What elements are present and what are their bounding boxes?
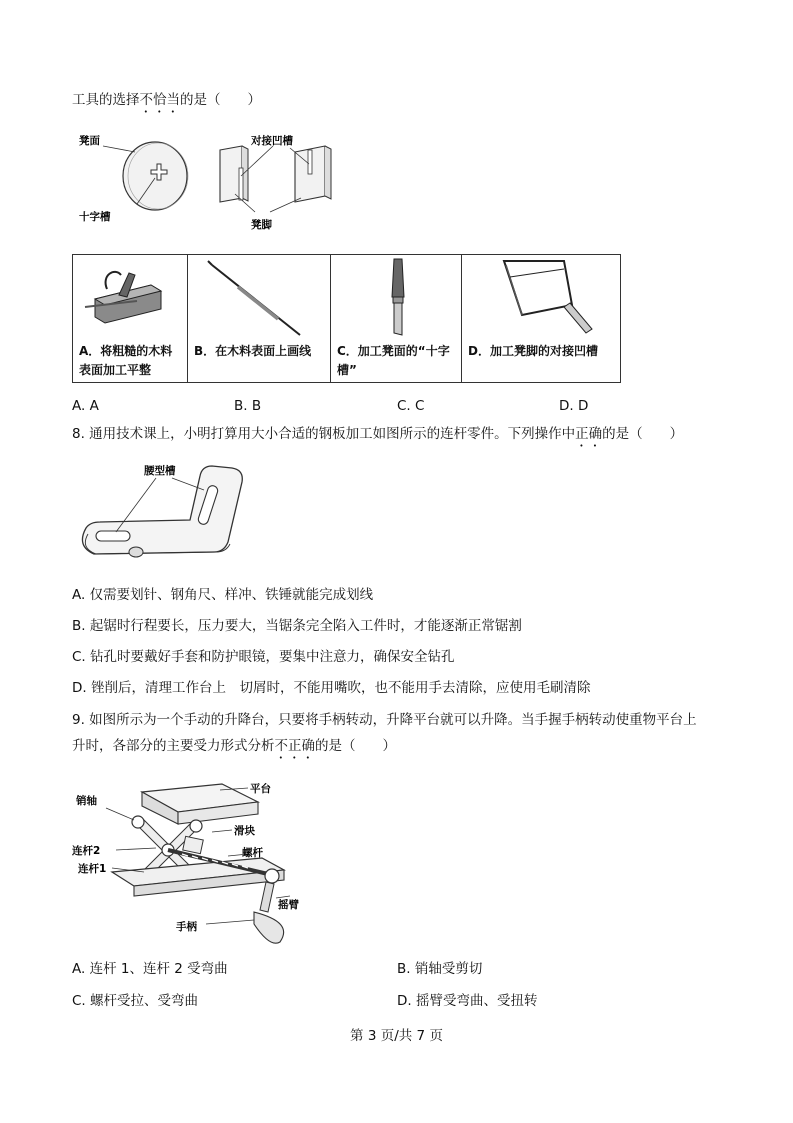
q7-options-table <box>72 254 621 383</box>
label-waist-slot: 腰型槽 <box>144 465 176 477</box>
waist-slot-left <box>96 531 130 541</box>
label-pin: 销轴 <box>76 795 97 807</box>
q7-option-c-label: C．加工凳面的“十字槽” <box>337 344 450 377</box>
q8-option-a[interactable]: A. 仅需要划针、钢角尺、样冲、铁锤就能完成划线 <box>72 587 374 603</box>
q7-answer-b[interactable]: B. B <box>234 398 262 414</box>
q7-stem-prefix: 工具的选择 <box>72 92 140 108</box>
stool-parts-figure <box>75 128 365 238</box>
q9-option-d[interactable]: D. 摇臂受弯曲、受扭转 <box>397 993 538 1009</box>
q7-option-a-image-cell <box>73 255 188 383</box>
q9-stem-emphasis: 不正确 <box>274 738 315 754</box>
label-cross-slot: 十字槽 <box>79 211 111 223</box>
label-stool-top: 凳面 <box>79 135 100 147</box>
chisel-icon <box>386 257 410 337</box>
q8-option-c[interactable]: C. 钻孔时要戴好手套和防护眼镜，要集中注意力，确保安全钻孔 <box>72 649 455 665</box>
q8-stem-suffix: 的是（ ） <box>602 426 684 442</box>
q8-stem <box>72 425 683 450</box>
q9-stem-suffix: 的是（ ） <box>315 738 396 754</box>
q9-option-a[interactable]: A. 连杆 1、连杆 2 受弯曲 <box>72 961 228 977</box>
scriber-icon <box>208 259 318 339</box>
label-screw: 螺杆 <box>242 847 263 859</box>
coping-saw-icon <box>490 257 600 337</box>
q7-option-a-label: A．将粗糙的木料表面加工平整 <box>79 344 173 377</box>
q7-stem-suffix: 的是（ ） <box>180 92 261 108</box>
q8-option-b[interactable]: B. 起锯时行程要长，压力要大，当锯条完全陷入工件时，才能逐渐正常锯割 <box>72 618 522 634</box>
label-rocker: 摇臂 <box>278 899 299 911</box>
q9-option-b[interactable]: B. 销轴受剪切 <box>397 961 483 977</box>
q7-option-b-image-cell <box>188 255 331 383</box>
q7-option-c-image-cell <box>331 255 462 383</box>
q9-stem-prefix: 升时，各部分的主要受力形式分析 <box>72 738 275 754</box>
q9-option-c[interactable]: C. 螺杆受拉、受弯曲 <box>72 993 199 1009</box>
q8-stem-prefix: 8. 通用技术课上，小明打算用大小合适的钢板加工如图所示的连杆零件。下列操作中 <box>72 426 576 442</box>
q7-answer-d[interactable]: D. D <box>559 398 589 414</box>
lifting-platform-figure <box>72 772 302 947</box>
q9-stem-line2 <box>72 737 396 762</box>
page-footer: 第 3 页/共 7 页 <box>350 1028 443 1044</box>
plane-tool-icon <box>85 261 175 335</box>
q7-stem-emphasis: 不恰当 <box>139 92 180 108</box>
label-link2: 连杆2 <box>72 845 101 857</box>
q8-option-d[interactable]: D. 锉削后，清理工作台上 切屑时，不能用嘴吹，也不能用手去清除，应使用毛刷清除 <box>72 680 591 696</box>
label-slider: 滑块 <box>234 825 255 837</box>
label-butt-groove: 对接凹槽 <box>251 135 293 147</box>
q7-option-d-label: D．加工凳脚的对接凹槽 <box>468 344 598 358</box>
label-link1: 连杆1 <box>78 863 107 875</box>
handle-shape <box>254 912 284 943</box>
label-platform: 平台 <box>250 783 271 795</box>
q7-answer-a[interactable]: A. A <box>72 398 99 414</box>
q9-stem-line1: 9. 如图所示为一个手动的升降台，只要将手柄转动，升降平台就可以升降。当手握手柄转动使重物平台上 <box>72 712 697 728</box>
q7-stem <box>72 91 261 116</box>
stool-top-disc <box>123 142 187 210</box>
rocker-arm-shape <box>260 882 274 912</box>
connecting-rod-figure <box>76 460 246 572</box>
q7-answer-c[interactable]: C. C <box>397 398 425 414</box>
label-handle: 手柄 <box>176 921 197 933</box>
q8-stem-emphasis: 正确 <box>575 426 603 442</box>
q7-option-b-label: B．在木料表面上画线 <box>194 344 312 358</box>
q7-option-d-image-cell <box>462 255 621 383</box>
label-stool-leg: 凳脚 <box>251 219 272 231</box>
